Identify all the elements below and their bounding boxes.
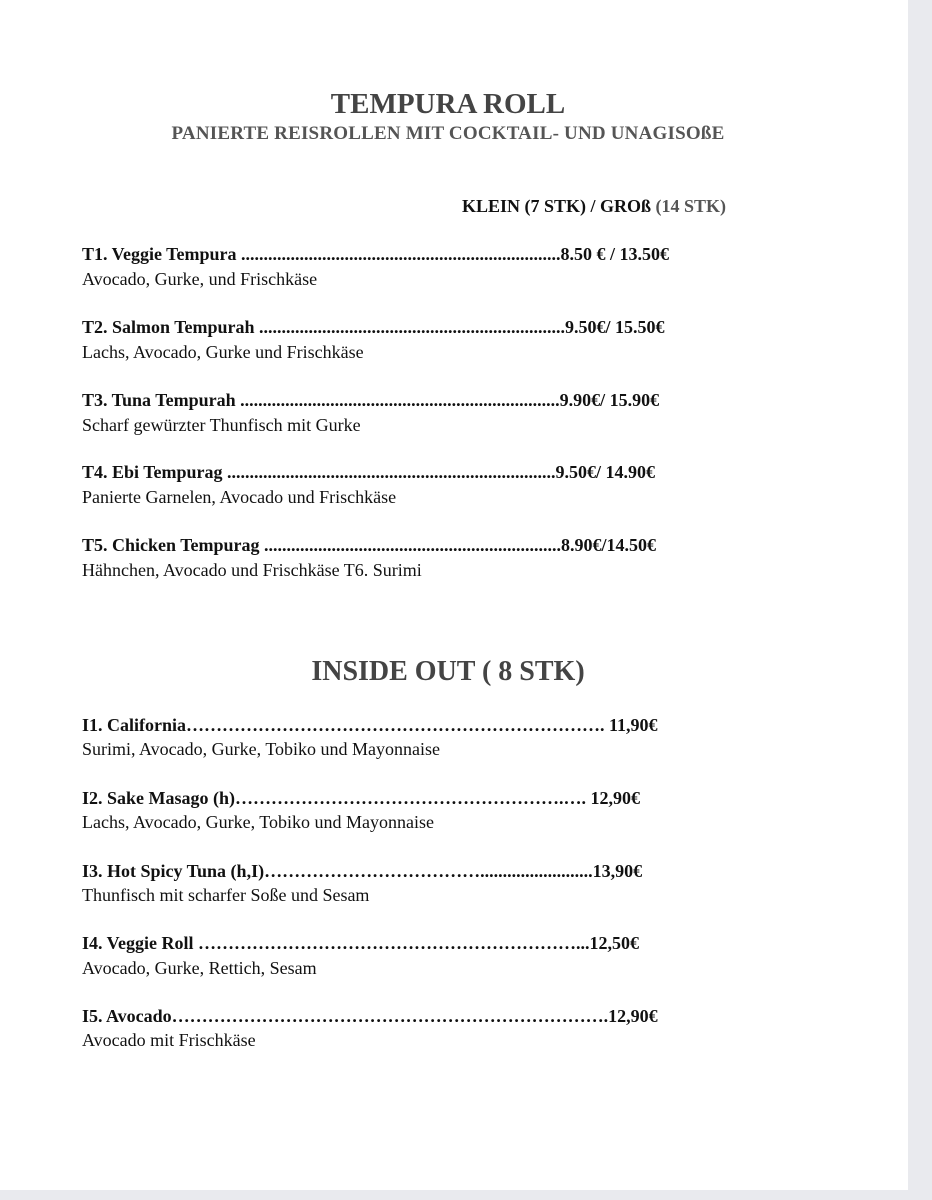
menu-item-i3-description: Thunfisch mit scharfer Soße und Sesam: [82, 885, 370, 905]
menu-item-i2-description: Lachs, Avocado, Gurke, Tobiko und Mayonnaise: [82, 812, 435, 832]
menu-item-i2-name-price: I2. Sake Masago (h)……………………………………………….…. 12,90€: [82, 788, 641, 808]
portion-size-small-large: KLEIN (7 STK) / GROß: [462, 196, 652, 216]
portion-size-large-count: (14 STK): [651, 196, 727, 216]
menu-item-t1-description: Avocado, Gurke, und Frischkäse: [82, 269, 318, 289]
menu-item-t3-description: Scharf gewürzter Thunfisch mit Gurke: [82, 415, 361, 435]
menu-item-i1-name-price: I1. California……………………………………………………………. 11,90€: [82, 715, 658, 735]
menu-item-i4-name-price: I4. Veggie Roll ………………………………………………………...12,50€: [82, 933, 640, 953]
menu-item-t5-description: Hähnchen, Avocado und Frischkäse T6. Surimi: [82, 560, 422, 580]
menu-item-i3-name-price: I3. Hot Spicy Tuna (h,I)……………………………….........................13,90€: [82, 861, 643, 881]
menu-item-t3-name-price: T3. Tuna Tempurah .......................................................................9.90€/ 15.90€: [82, 390, 660, 410]
menu-item-t2-description: Lachs, Avocado, Gurke und Frischkäse: [82, 342, 364, 362]
menu-item-i5-name-price: I5. Avocado……………………………………………………………….12,90€: [82, 1006, 658, 1026]
menu-item-i5-description: Avocado mit Frischkäse: [82, 1030, 256, 1050]
menu-item-t4-name-price: T4. Ebi Tempurag .........................................................................9.50€/ 14.90€: [82, 462, 656, 482]
menu-item-t4-description: Panierte Garnelen, Avocado und Frischkäse: [82, 487, 397, 507]
tempura-section-subtitle: PANIERTE REISROLLEN MIT COCKTAIL- UND UNAGISOßE: [171, 123, 725, 144]
menu-item-i1-description: Surimi, Avocado, Gurke, Tobiko und Mayonnaise: [82, 739, 441, 759]
tempura-section-title: TEMPURA ROLL: [330, 88, 566, 120]
menu-item-i4-description: Avocado, Gurke, Rettich, Sesam: [82, 958, 317, 978]
portion-size-header: [462, 196, 726, 217]
menu-item-t1-name-price: T1. Veggie Tempura .......................................................................8.50 € / 13.50€: [82, 244, 670, 264]
menu-item-t2-name-price: T2. Salmon Tempurah ....................................................................9.50€/ 15.50€: [82, 317, 665, 337]
menu-item-t5-name-price: T5. Chicken Tempurag ..................................................................8.90€/14.50€: [82, 535, 657, 555]
inside-out-section-title: INSIDE OUT ( 8 STK): [311, 656, 585, 687]
